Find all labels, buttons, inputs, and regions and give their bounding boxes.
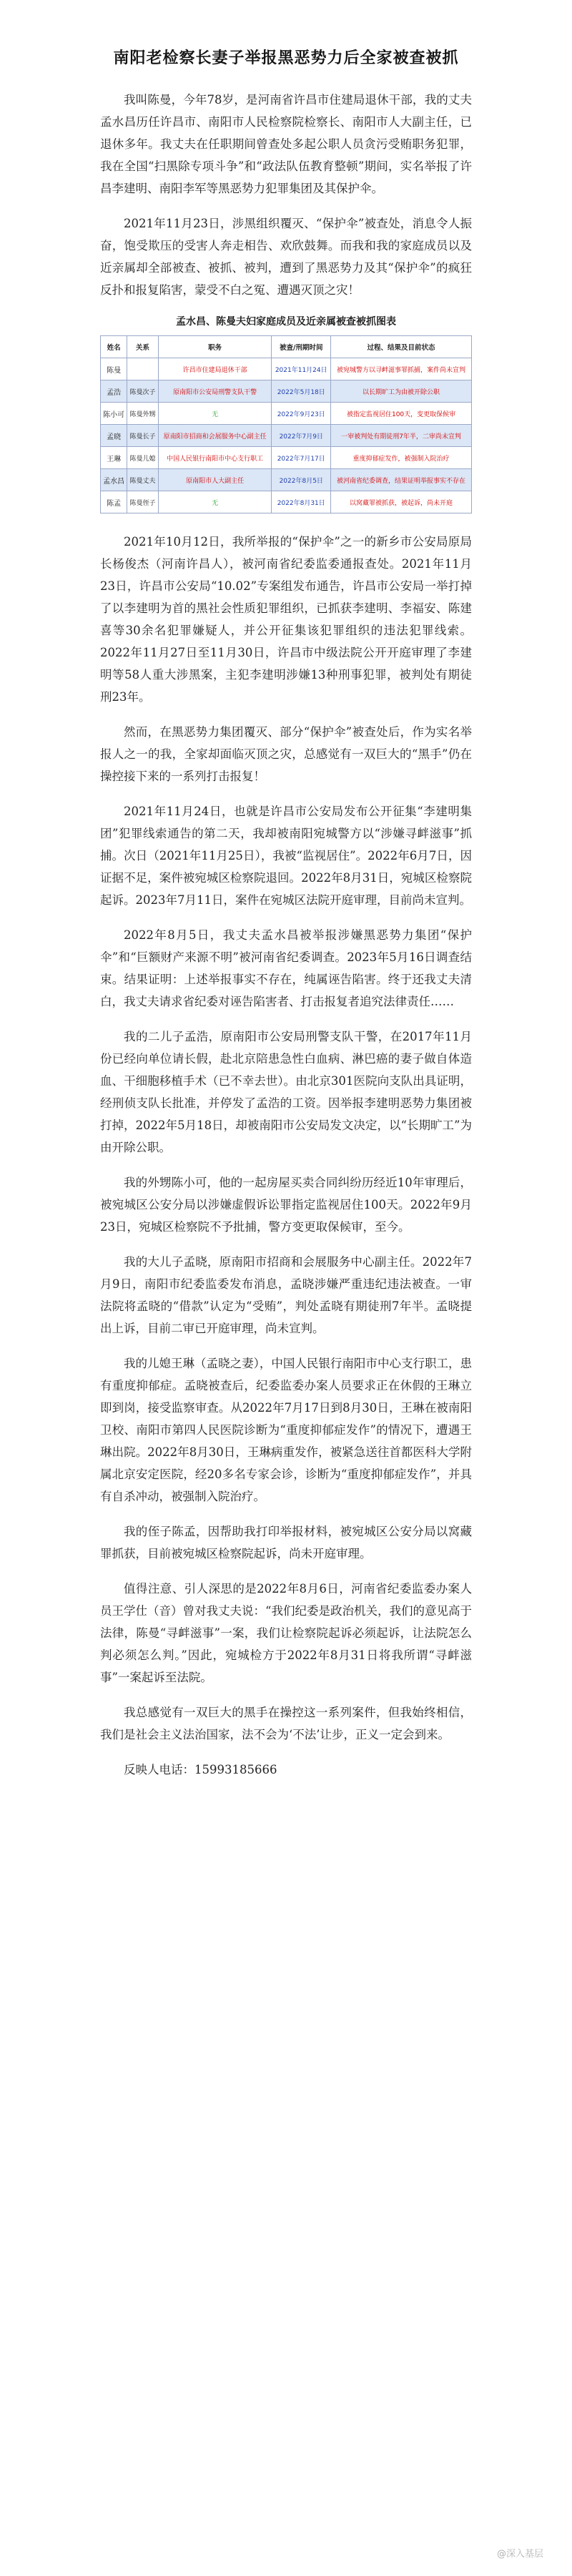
cell-date: 2022年8月5日 <box>272 469 331 491</box>
cell-relation <box>127 358 159 380</box>
paragraph-black-hand: 然而，在黑恶势力集团覆灭、部分“保护伞”被查处后，作为实名举报人之一的我，全家却面临灭顶之灾，总感觉有一双巨大的“黑手”仍在操控接下来的一系列打击报复！ <box>100 725 472 783</box>
table-row <box>101 358 472 380</box>
cell-position: 无 <box>158 491 272 513</box>
cell-date: 2021年11月24日 <box>272 358 331 380</box>
article-body <box>100 89 472 1794</box>
table-header-row <box>101 336 472 358</box>
cell-position: 无 <box>158 403 272 425</box>
cell-date: 2022年8月31日 <box>272 491 331 513</box>
cell-status: 以窝藏罪被抓获，被起诉，尚未开庭 <box>331 491 472 513</box>
cell-relation: 陈曼长子 <box>127 425 159 447</box>
table-title: 孟水昌、陈曼夫妇家庭成员及近亲属被查被抓图表 <box>176 316 396 328</box>
column-header: 关系 <box>127 336 159 358</box>
cell-date: 2022年7月17日 <box>272 447 331 469</box>
cell-status: 被河南省纪委调查，结果证明举报事实不存在 <box>331 469 472 491</box>
page-title: 南阳老检察长妻子举报黑恶势力后全家被查被抓 <box>113 49 459 67</box>
cell-status: 重度抑郁症发作，被强制入院治疗 <box>331 447 472 469</box>
paragraph-meng-hao: 我的二儿子孟浩，原南阳市公安局刑警支队干警，在2017年11月份已经向单位请长假，赴北京陪患急性白血病、淋巴癌的妻子做自体造血、干细胞移植手术（已不幸去世）。由北京301医院向支队出具证明，经刑侦支队长批准，并停发了孟浩的工资。因举报李建明恶势力集团被打掉，2022年5月18日，却被南阳市公安局发文决定，以“长期旷工”为由开除公职。 <box>100 1030 472 1154</box>
cell-date: 2022年9月23日 <box>272 403 331 425</box>
cell-name: 陈曼 <box>101 358 127 380</box>
column-header: 被查/刑期时间 <box>272 336 331 358</box>
family-table <box>100 314 472 513</box>
cell-position: 原南阳市人大副主任 <box>158 469 272 491</box>
paragraph-wang-lin: 我的儿媳王琳（孟晓之妻），中国人民银行南阳市中心支行职工，患有重度抑郁症。孟晓被查后，纪委监委办案人员要求正在休假的王琳立即到岗，接受监察审查。从2022年7月17日到8月30日，王琳在被南阳卫校、南阳市第四人民医院诊断为“重度抑郁症发作”的情况下，遭遇王琳出院。2022年8月30日，王琳病重发作，被紧急送往首都医科大学附属北京安定医院，经20多名专家会诊，诊断为“重度抑郁症发作”，并具有自杀冲动，被强制入院治疗。 <box>100 1357 472 1503</box>
cell-relation: 陈曼侄子 <box>127 491 159 513</box>
cell-name: 孟浩 <box>101 380 127 403</box>
paragraph-protector-case: 2021年10月12日，我所举报的“保护伞”之一的新乡市公安局原局长杨俊杰（河南许昌人），被河南省纪委监委通报查处。2021年11月23日，许昌市公安局“10.02”专案组发布通告，许昌市公安局一举打掉了以李建明为首的黑社会性质犯罪组织，已抓获李建明、李福安、陈建喜等30余名犯罪嫌疑人，并公开征集该犯罪组织的违法犯罪线索。2022年11月27日至11月30日，许昌市中级法院公开开庭审理了李建明等58人重大涉黑案，主犯李建明涉嫌13种刑事犯罪，被判处有期徒刑23年。 <box>100 535 472 704</box>
column-header: 职务 <box>158 336 272 358</box>
cell-status: 一审被判处有期徒刑7年半，二审尚未宣判 <box>331 425 472 447</box>
table-row <box>101 425 472 447</box>
paragraph-conclusion: 我总感觉有一双巨大的黑手在操控这一系列案件，但我始终相信，我们是社会主义法治国家，法不会为‘不法’让步，正义一定会到来。 <box>100 1706 472 1741</box>
column-header: 姓名 <box>101 336 127 358</box>
table-row <box>101 380 472 403</box>
cell-status: 被宛城警方以寻衅滋事罪抓捕，案件尚未宣判 <box>331 358 472 380</box>
cell-position: 原南阳市招商和会展服务中心副主任 <box>158 425 272 447</box>
cell-position: 中国人民银行南阳市中心支行职工 <box>158 447 272 469</box>
cell-date: 2022年7月9日 <box>272 425 331 447</box>
cell-position: 原南阳市公安局刑警支队干警 <box>158 380 272 403</box>
cell-name: 陈孟 <box>101 491 127 513</box>
cell-relation: 陈曼儿媳 <box>127 447 159 469</box>
table-row <box>101 491 472 513</box>
cell-name: 孟水昌 <box>101 469 127 491</box>
cell-name: 孟晓 <box>101 425 127 447</box>
cell-name: 王琳 <box>101 447 127 469</box>
table-grid <box>100 335 472 513</box>
cell-date: 2022年5月18日 <box>272 380 331 403</box>
paragraph-chen-xiaoke: 我的外甥陈小可，他的一起房屋买卖合同纠纷历经近10年审理后，被宛城区公安分局以涉嫌虚假诉讼罪指定监视居住100天。2022年9月23日，宛城区检察院不予批捕，警方变更取保候审，至今。 <box>100 1176 472 1234</box>
paragraph-retaliation: 2021年11月23日，涉黑组织覆灭、“保护伞”被查处，消息令人振奋，饱受欺压的受害人奔走相告、欢欣鼓舞。而我和我的家庭成员以及近亲属却全部被查、被抓、被判，遭到了黑恶势力及其“保护伞”的疯狂反扑和报复陷害，蒙受不白之冤、遭遇灭顶之灾！ <box>100 217 472 297</box>
cell-relation: 陈曼次子 <box>127 380 159 403</box>
table-row <box>101 447 472 469</box>
paragraph-intro: 我叫陈曼，今年78岁，是河南省许昌市住建局退休干部，我的丈夫孟水昌历任许昌市、南阳市人民检察院检察长、南阳市人大副主任，已退休多年。我丈夫在任职期间曾查处多起公职人员贪污受贿职务犯罪，我在全国“扫黑除专项斗争”和“政法队伍教育整顿”期间，实名举报了许昌李建明、南阳李军等黑恶势力犯罪集团及其保护伞。 <box>100 93 472 195</box>
cell-relation: 陈曼外甥 <box>127 403 159 425</box>
cell-relation: 陈曼丈夫 <box>127 469 159 491</box>
cell-position: 许昌市住建局退休干部 <box>158 358 272 380</box>
cell-status: 以长期旷工为由被开除公职 <box>331 380 472 403</box>
contact-phone: 反映人电话：15993185666 <box>124 1763 277 1776</box>
cell-name: 陈小可 <box>101 403 127 425</box>
table-row <box>101 403 472 425</box>
watermark: @深入基层 <box>496 2549 543 2560</box>
paragraph-meng-xiao: 我的大儿子孟晓，原南阳市招商和会展服务中心副主任。2022年7月9日，南阳市纪委监委发布消息，孟晓涉嫌严重违纪违法被查。一审法院将孟晓的“借款”认定为“受贿”，判处孟晓有期徒刑7年半。孟晓提出上诉，目前二审已开庭审理，尚未宣判。 <box>100 1255 472 1335</box>
paragraph-meng-shuichang: 2022年8月5日，我丈夫孟水昌被举报涉嫌黑恶势力集团“保护伞”和“巨额财产来源不明”被河南省纪委调查。2023年5月16日调查结束。结果证明：上述举报事实不存在，纯属诬告陷害。终于还我丈夫清白，我丈夫请求省纪委对诬告陷害者、打击报复者追究法律责任…… <box>100 928 472 1008</box>
cell-status: 被指定监视居住100天，变更取保候审 <box>331 403 472 425</box>
paragraph-discipline-quote: 值得注意、引人深思的是2022年8月6日，河南省纪委监委办案人员王学仕（音）曾对我丈夫说：“我们纪委是政治机关，我们的意见高于法律，陈曼“寻衅滋事”一案，我们让检察院起诉必须起诉，让法院怎么判必须怎么判。”因此，宛城检方于2022年8月31日将我所谓“寻衅滋事”一案起诉至法院。 <box>100 1582 472 1684</box>
table-row <box>101 469 472 491</box>
column-header: 过程、结果及目前状态 <box>331 336 472 358</box>
paragraph-chen-meng: 我的侄子陈孟，因帮助我打印举报材料，被宛城区公安分局以窝藏罪抓获，目前被宛城区检察院起诉，尚未开庭审理。 <box>100 1525 472 1560</box>
paragraph-chen-man: 2021年11月24日，也就是许昌市公安局发布公开征集“李建明集团”犯罪线索通告的第二天，我却被南阳宛城警方以“涉嫌寻衅滋事”抓捕。次日（2021年11月25日），我被“监视居住”。2022年6月7日，因证据不足，案件被宛城区检察院退回。2022年8月31日，宛城区检察院起诉。2023年7月11日，案件在宛城区法院开庭审理，目前尚未宣判。 <box>100 805 472 907</box>
